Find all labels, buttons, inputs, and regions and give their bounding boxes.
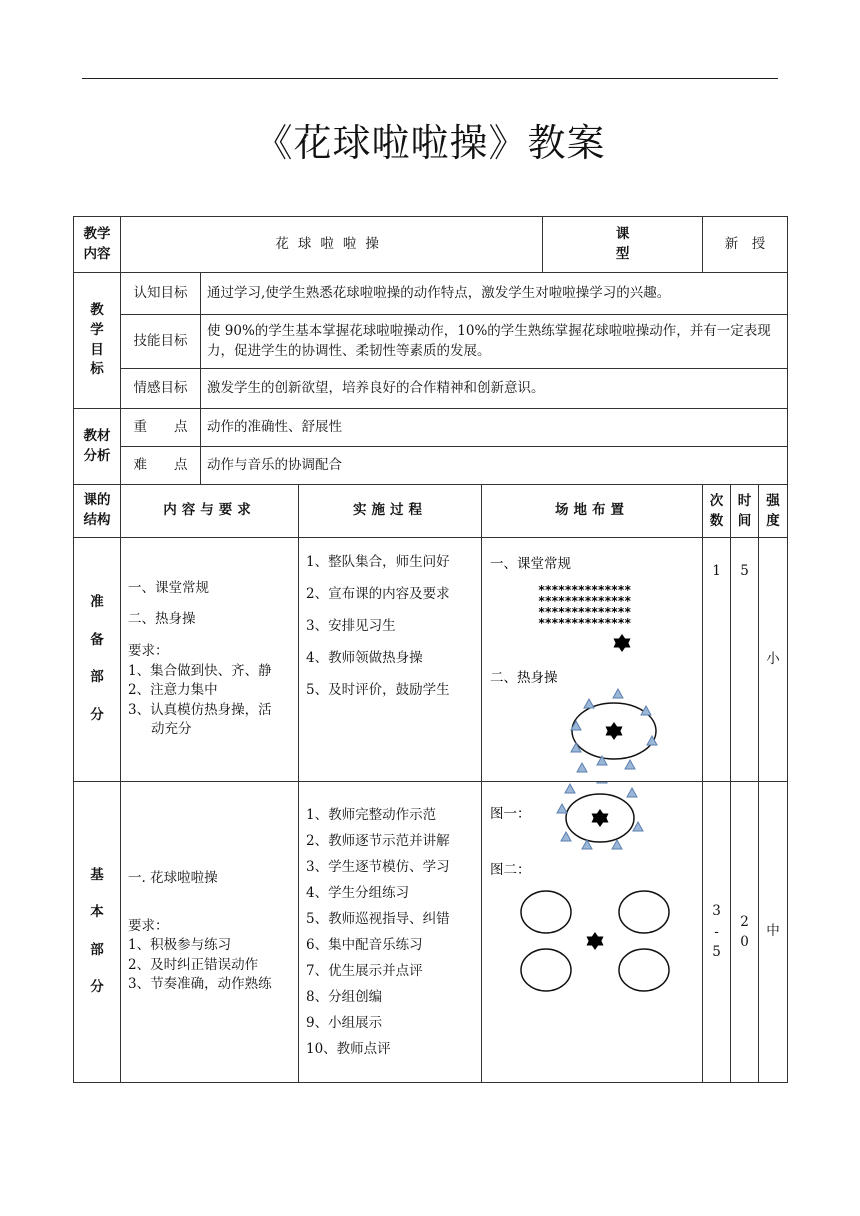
prep-content-item: 二、热身操 <box>128 611 196 628</box>
student-triangle-icon <box>625 760 635 769</box>
student-row: ************** <box>538 616 631 630</box>
student-triangle-icon <box>627 788 637 797</box>
prep-layout <box>482 538 703 782</box>
prep-intensity: 小 <box>759 538 788 782</box>
prep-req-label: 要求： <box>128 642 169 659</box>
main-process-step: 6、集中配音乐练习 <box>306 936 423 953</box>
goals-label-char: 目 <box>90 341 104 358</box>
main-process-step: 5、教师巡视指导、纠错 <box>306 910 450 927</box>
main-layout <box>482 781 703 1083</box>
goal-name-cognitive: 认知目标 <box>121 273 201 315</box>
count-header-char: 次 <box>709 492 724 509</box>
student-triangle-icon <box>565 784 575 793</box>
main-req-item: 1、积极参与练习 <box>128 937 232 954</box>
student-triangle-icon <box>561 832 571 841</box>
time-header <box>731 485 759 538</box>
main-count-char: 3 <box>712 903 721 920</box>
figure1-label: 图一： <box>490 805 531 822</box>
prep-process-step: 1、整队集合，师生问好 <box>306 554 450 570</box>
prep-layout-label1: 一、课堂常规 <box>490 556 571 572</box>
goals-label-char: 学 <box>90 321 104 338</box>
analysis-label-line1: 教材 <box>83 427 111 444</box>
structure-header <box>74 485 121 538</box>
main-label-char: 基 <box>90 866 104 883</box>
main-content <box>121 781 299 1083</box>
main-count-char: - <box>714 923 719 940</box>
main-intensity: 中 <box>759 781 788 1083</box>
prep-process <box>299 538 482 782</box>
main-process <box>299 781 482 1083</box>
prep-label-char: 备 <box>90 631 104 648</box>
group-circle <box>619 891 669 933</box>
goal-text-cognitive: 通过学习,使学生熟悉花球啦啦操的动作特点，激发学生对啦啦操学习的兴趣。 <box>201 273 788 315</box>
main-process-step: 1、教师完整动作示范 <box>306 806 437 823</box>
student-triangle-icon <box>633 822 643 831</box>
figure2-label: 图二： <box>490 861 531 878</box>
student-triangle-icon <box>613 689 623 698</box>
main-time-char: 0 <box>740 933 749 950</box>
main-process-step: 8、分组创编 <box>306 988 383 1005</box>
main-label-char: 本 <box>90 904 104 921</box>
main-label-char: 分 <box>90 979 104 996</box>
main-count <box>703 781 731 1083</box>
prep-process-step: 4、教师领做热身操 <box>306 650 423 666</box>
goal-text-emotion: 激发学生的创新欲望，培养良好的合作精神和创新意识。 <box>201 369 788 409</box>
count-header-char: 数 <box>709 513 724 529</box>
teaching-content-label-line1: 教学 <box>83 225 111 242</box>
teaching-content-value: 花球啦啦操 <box>121 217 543 273</box>
main-process-step: 3、学生逐节模仿、学习 <box>306 858 450 875</box>
main-req-label: 要求： <box>128 917 169 934</box>
lesson-plan-table <box>73 216 788 1083</box>
main-process-step: 9、小组展示 <box>306 1014 383 1031</box>
teaching-content-label <box>74 217 121 273</box>
goals-label-char: 标 <box>90 361 104 378</box>
time-header-char: 时 <box>737 492 752 509</box>
student-triangle-icon <box>577 763 587 772</box>
prep-process-step: 5、及时评价，鼓励学生 <box>306 682 450 698</box>
difficulty-text: 动作与音乐的协调配合 <box>201 447 788 485</box>
main-time-char: 2 <box>740 913 749 930</box>
teaching-goals-label <box>74 273 121 409</box>
goal-text-skill: 使 90%的学生基本掌握花球啦啦操动作，10%的学生熟练掌握花球啦啦操动作，并有一定表现力，促进学生的协调性、柔韧性等素质的发展。 <box>201 315 788 369</box>
teaching-content-label-line2: 内容 <box>83 245 111 262</box>
key-point-text: 动作的准确性、舒展性 <box>201 409 788 447</box>
analysis-label-line2: 分析 <box>83 447 111 464</box>
student-row: ************** <box>538 605 631 619</box>
prep-content <box>121 538 299 782</box>
header-rule <box>82 78 778 79</box>
intensity-header-char: 强 <box>766 492 780 509</box>
prep-label-char: 部 <box>90 669 104 686</box>
main-process-step: 4、学生分组练习 <box>306 884 410 901</box>
prep-layout-diagram <box>482 538 702 774</box>
goal-name-skill: 技能目标 <box>121 315 201 369</box>
prep-req-item: 3、认真模仿热身操，活 <box>128 701 272 718</box>
main-count-char: 5 <box>712 943 721 960</box>
prep-label-char: 准 <box>90 594 104 611</box>
prep-req-item-cont: 动充分 <box>151 721 192 738</box>
page-title: 《花球啦啦操》教案 <box>254 121 606 165</box>
prep-content-item: 一、课堂常规 <box>128 579 209 596</box>
prep-process-step: 2、宣布课的内容及要求 <box>306 586 450 602</box>
goal-name-emotion: 情感目标 <box>121 369 201 409</box>
lesson-type-label <box>543 217 703 273</box>
prep-time: 5 <box>731 538 759 782</box>
structure-header-line2: 结构 <box>83 512 111 528</box>
lesson-type-label-line2: 型 <box>615 245 630 262</box>
main-req-item: 2、及时纠正错误动作 <box>128 956 259 973</box>
lesson-type-label-line1: 课 <box>615 225 630 242</box>
key-point-label: 重 点 <box>121 409 201 447</box>
student-triangle-icon <box>584 699 594 708</box>
group-circle <box>521 949 571 991</box>
teacher-star-icon <box>614 634 631 652</box>
student-row: ************** <box>538 594 631 608</box>
main-time <box>731 781 759 1083</box>
prep-req-item: 2、注意力集中 <box>128 682 218 699</box>
material-analysis-label <box>74 409 121 485</box>
prep-req-item: 1、集合做到快、齐、静 <box>128 662 272 679</box>
lesson-type-value: 新 授 <box>703 217 788 273</box>
group-circle <box>521 891 571 933</box>
main-process-step: 2、教师逐节示范并讲解 <box>306 832 450 849</box>
group-circle <box>619 949 669 991</box>
main-label-char: 部 <box>90 941 104 958</box>
process-header: 实施过程 <box>299 485 482 538</box>
student-triangle-icon <box>597 782 607 783</box>
prep-process-step: 3、安排见习生 <box>306 618 396 634</box>
student-row: ************** <box>538 583 631 597</box>
goals-label-char: 教 <box>90 302 104 319</box>
layout-header: 场地布置 <box>482 485 703 538</box>
main-part-label <box>74 781 121 1083</box>
prep-label-char: 分 <box>90 706 104 723</box>
count-header <box>703 485 731 538</box>
main-layout-diagram <box>482 782 702 1076</box>
student-triangle-icon <box>557 804 567 813</box>
prep-count: 1 <box>703 538 731 782</box>
difficulty-label: 难 点 <box>121 447 201 485</box>
prep-part-label <box>74 538 121 782</box>
intensity-header <box>759 485 788 538</box>
teacher-star-icon <box>587 932 604 950</box>
intensity-header-char: 度 <box>766 513 780 529</box>
main-content-item: 一. 花球啦啦操 <box>128 869 218 886</box>
main-process-step: 7、优生展示并点评 <box>306 962 423 979</box>
main-process-step: 10、教师点评 <box>306 1040 391 1057</box>
content-header: 内容与要求 <box>121 485 299 538</box>
structure-header-line1: 课的 <box>83 492 111 509</box>
prep-layout-label2: 二、热身操 <box>490 670 558 686</box>
time-header-char: 间 <box>737 513 752 529</box>
student-triangle-icon <box>612 840 622 849</box>
main-req-item: 3、节奏准确，动作熟练 <box>128 976 272 993</box>
